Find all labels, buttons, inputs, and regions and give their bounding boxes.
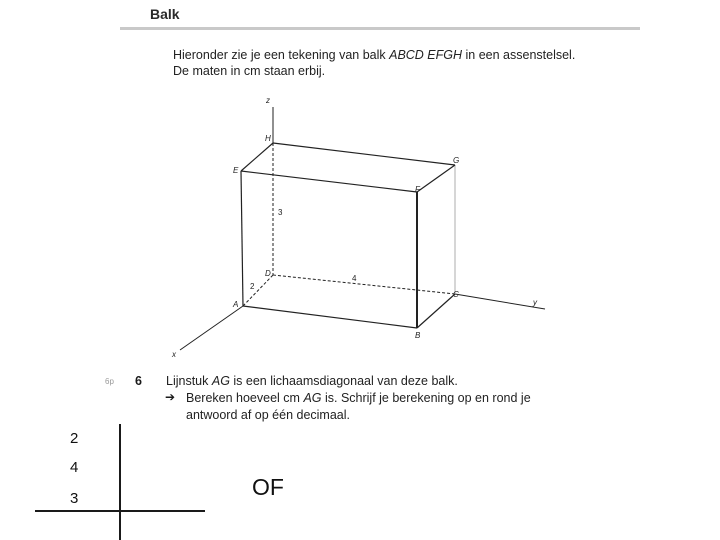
edge-FG: [417, 165, 455, 192]
edge-EH: [241, 143, 273, 171]
work-area-horizontal-line: [35, 510, 205, 512]
edge-AB: [243, 306, 417, 328]
question-line-3: antwoord af op één decimaal.: [186, 408, 350, 422]
vertex-label-D: D: [265, 269, 271, 278]
vertex-label-F: F: [415, 185, 420, 194]
handwritten-note: OF: [252, 474, 284, 500]
handwritten-value-1: 2: [70, 430, 79, 447]
question-line-2: Bereken hoeveel cm AG is. Schrijf je berekening op en rond je: [186, 391, 531, 405]
edge-AD: [243, 275, 273, 306]
points-label: 6p: [105, 377, 114, 386]
arrow-right-icon: ➔: [165, 390, 176, 404]
question-number: 6: [135, 374, 142, 388]
vertex-label-C: C: [453, 290, 459, 299]
edge-BC: [417, 294, 455, 328]
y-axis: [455, 294, 545, 309]
vertex-label-G: G: [453, 156, 460, 165]
edge-AE: [241, 171, 243, 306]
vertex-label-A: A: [233, 300, 239, 309]
dimension-length: 4: [352, 274, 357, 283]
handwritten-value-2: 4: [70, 459, 79, 476]
x-axis: [180, 306, 243, 350]
work-area-vertical-line: [119, 424, 121, 540]
vertex-label-E: E: [233, 166, 239, 175]
page-title: Balk: [150, 6, 180, 22]
edge-EF: [241, 171, 417, 192]
vertex-label-B: B: [415, 331, 421, 340]
edge-HG: [273, 143, 455, 165]
intro-line-1: Hieronder zie je een tekening van balk ABCD EFGH in een assenstelsel.: [173, 48, 576, 62]
question-line-1: Lijnstuk AG is een lichaamsdiagonaal van deze balk.: [166, 374, 458, 388]
handwritten-value-3: 3: [70, 490, 79, 507]
y-axis-label: y: [533, 298, 537, 307]
intro-line-2: De maten in cm staan erbij.: [173, 64, 326, 78]
x-axis-label: x: [172, 350, 176, 359]
dimension-height: 3: [278, 208, 283, 217]
dimension-width: 2: [250, 282, 255, 291]
vertex-label-H: H: [265, 134, 271, 143]
z-axis-label: z: [266, 96, 270, 105]
edge-DC: [273, 275, 455, 294]
